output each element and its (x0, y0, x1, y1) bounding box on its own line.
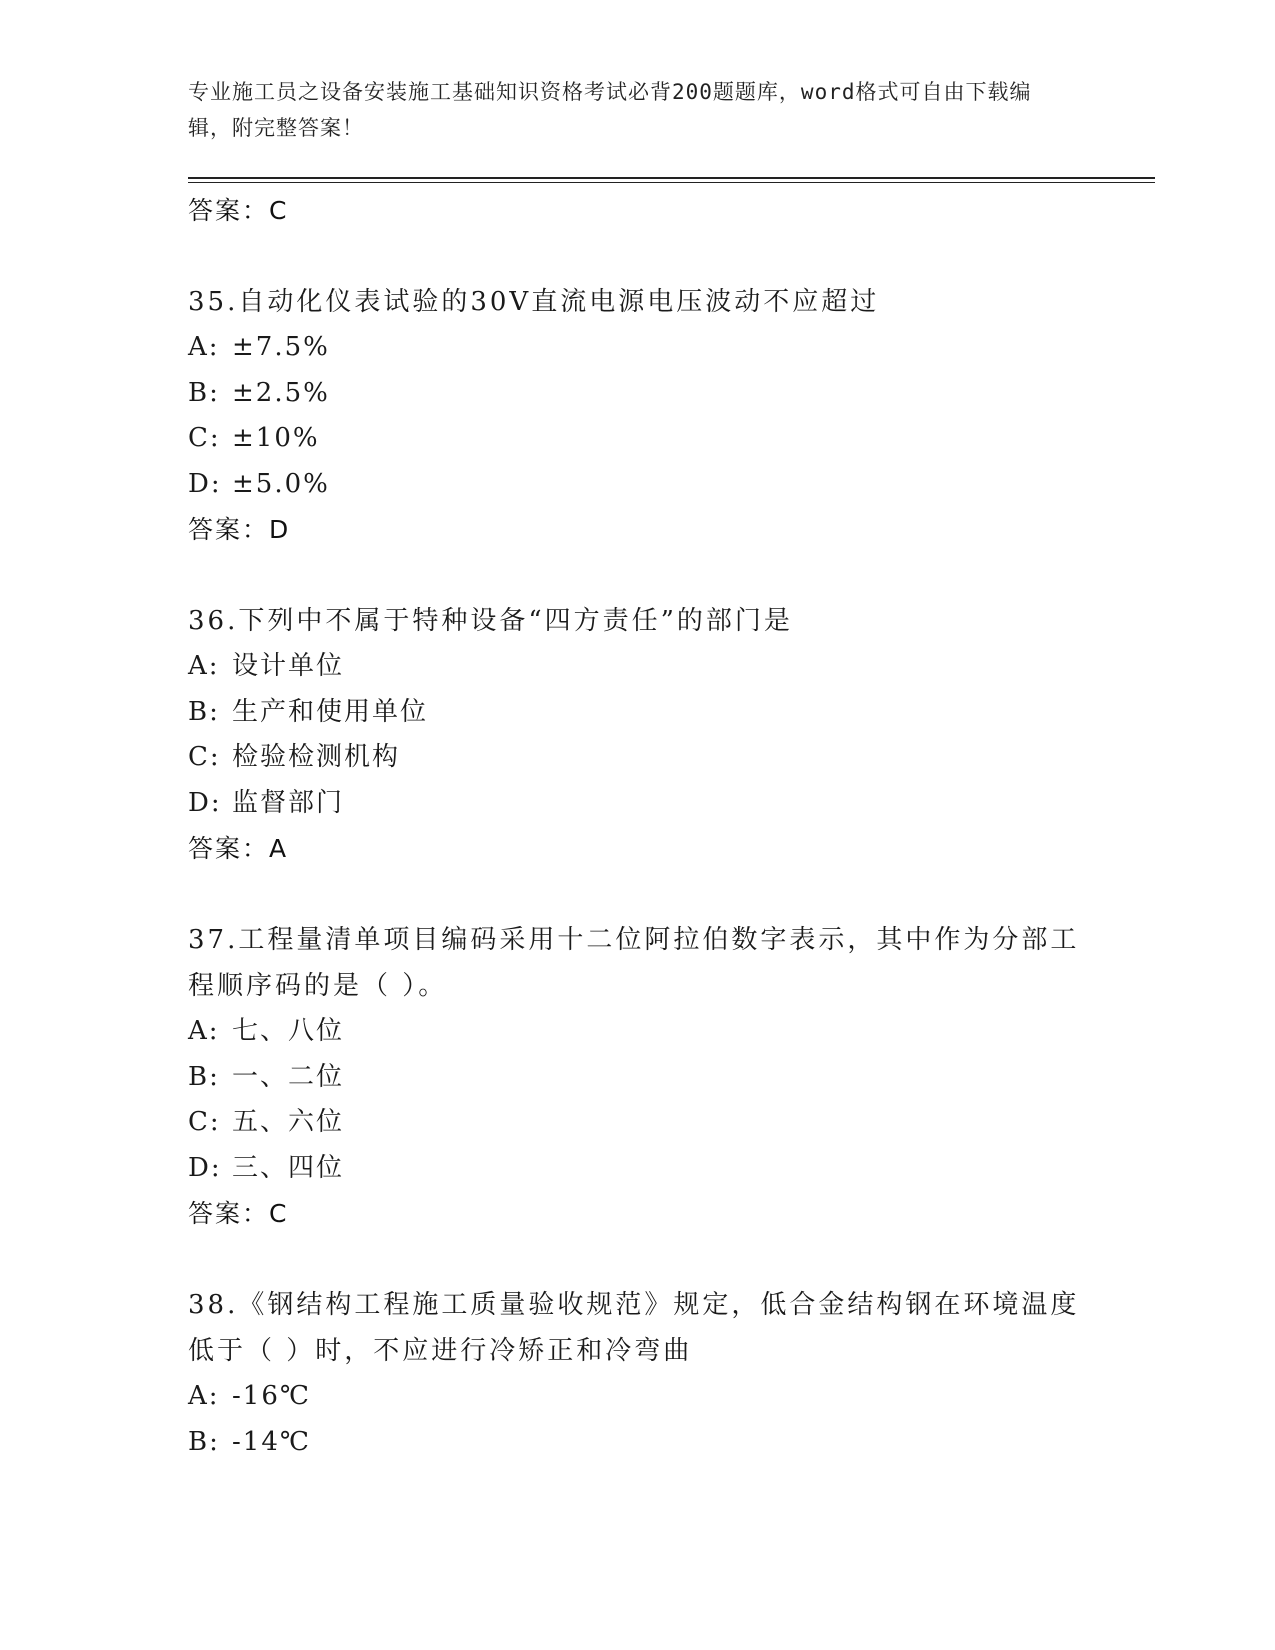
question-list (188, 188, 1088, 1465)
option-c (188, 416, 1088, 462)
option-key: B: (188, 1061, 220, 1092)
option-b (188, 690, 1088, 736)
option-text: -14℃ (232, 1426, 311, 1457)
option-key: C: (188, 1107, 221, 1137)
option-key: D: (188, 787, 222, 818)
option-text: 七、八位 (232, 1016, 345, 1046)
option-c (188, 1100, 1088, 1146)
option-b (188, 371, 1088, 417)
question-block (188, 598, 1088, 872)
option-text: ±10% (232, 423, 320, 453)
option-text: 五、六位 (232, 1107, 345, 1137)
option-key: A: (188, 332, 220, 362)
option-key: A: (188, 1016, 220, 1046)
question-block (188, 917, 1088, 1237)
question-text: 38.《钢结构工程施工质量验收规范》规定，低合金结构钢在环境温度低于（ ）时，不应进行冷矫正和冷弯曲 (188, 1290, 1080, 1366)
option-a (188, 644, 1088, 690)
answer-line: 答案：D (188, 515, 291, 544)
option-d (188, 462, 1088, 508)
question-text: 37.工程量清单项目编码采用十二位阿拉伯数字表示，其中作为分部工程顺序码的是（ ）。 (188, 925, 1080, 1001)
option-b (188, 1420, 1088, 1466)
option-text: -16℃ (232, 1381, 311, 1411)
option-key: D: (188, 1152, 222, 1183)
option-text: ±7.5% (232, 332, 330, 362)
option-text: ±2.5% (232, 377, 330, 408)
option-key: A: (188, 651, 220, 681)
header-divider-thick (188, 177, 1155, 179)
answer-line: 答案：A (188, 834, 289, 863)
option-key: B: (188, 1426, 220, 1457)
option-key: A: (188, 1381, 220, 1411)
option-text: 监督部门 (232, 787, 345, 818)
question-block (188, 279, 1088, 553)
option-key: B: (188, 696, 220, 727)
option-key: D: (188, 468, 222, 499)
option-key: C: (188, 742, 221, 772)
option-text: ±5.0% (232, 468, 330, 499)
option-text: 三、四位 (232, 1152, 345, 1183)
question-text: 36.下列中不属于特种设备“四方责任”的部门是 (188, 606, 793, 636)
option-c (188, 735, 1088, 781)
option-key: B: (188, 377, 220, 408)
option-a (188, 1374, 1088, 1420)
option-d (188, 1146, 1088, 1192)
document-header: 专业施工员之设备安装施工基础知识资格考试必背200题题库，word格式可自由下载编辑，附完整答案！ (188, 80, 1032, 140)
question-block (188, 1282, 1088, 1465)
answer-line: 答案：C (188, 1199, 289, 1228)
option-b (188, 1055, 1088, 1101)
header-divider-thin (188, 182, 1155, 183)
option-a (188, 325, 1088, 371)
option-key: C: (188, 423, 221, 453)
option-d (188, 781, 1088, 827)
answer-line: 答案：C (188, 196, 289, 225)
option-text: 检验检测机构 (232, 742, 401, 772)
question-text: 35.自动化仪表试验的30V直流电源电压波动不应超过 (188, 287, 880, 317)
option-text: 一、二位 (232, 1061, 345, 1092)
option-text: 设计单位 (232, 651, 345, 681)
option-a (188, 1009, 1088, 1055)
option-text: 生产和使用单位 (232, 696, 429, 727)
